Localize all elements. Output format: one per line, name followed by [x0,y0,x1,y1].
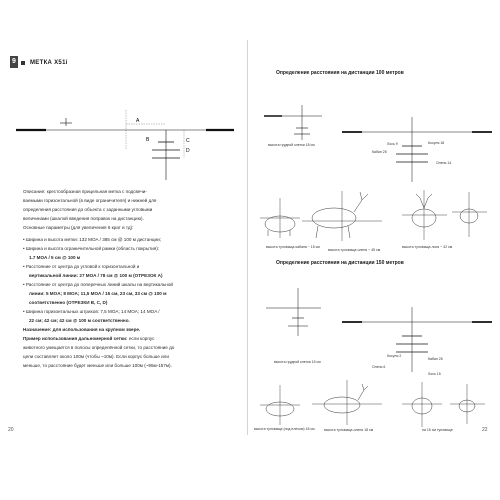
caption-100-deer: Олень 14 [436,161,452,165]
bullet-5-cont: 22 см; 42 см; 42 см @ 100 м соответственно. [29,318,130,323]
roe-illustration-100 [452,192,487,237]
example-line-4: меньше, то расстояние будет меньше или больше 100м (~95м-157м). [23,363,172,368]
description-line-1: Описание: крестообразная прицельная метка с подсвечи- [23,189,147,194]
section-number-badge: 9 [10,56,18,68]
deer-illustration-100 [302,186,382,241]
elk-illustration-150 [402,382,442,427]
caption-150-elk: Лось 15 [428,372,441,376]
caption-100-elk-height: высота туловища лося ~ 42 см [402,245,453,249]
bullet-4: • Расстояние от центра до поперечных линий шкалы на вертикальной [23,282,173,287]
caption-150-chest: высота грудной клетки 15 см [274,360,321,364]
page-heading: МЕТКА X51i [30,60,68,66]
boar-illustration-100 [260,198,300,238]
caption-100-boar-height: высота туловища кабана ~ 15 см [266,245,320,249]
bullet-2: • Ширина и высота ограничительной рамки (область покрытия): [23,246,160,251]
usage-title: Назначение: для использования на крупном звере. [23,327,141,332]
label-b: B [146,137,150,143]
left-page [6,40,244,440]
bullet-3: • Расстояние от центра до угловой к горизонтальной и [23,264,140,269]
caption-150-boar-height: высота туловища (под плечом) 18 см [254,427,315,431]
example-line-3: цели составляет около 100м (чтобы ~10м). Если корпус больше или [23,354,169,359]
right-page [252,40,494,440]
label-d: D [186,148,190,154]
heading-square-icon [21,61,25,65]
label-c: C [186,138,190,144]
boar-illustration-150 [260,385,300,425]
description-line-3: определения расстояния до объекта с заданными угловыми [23,207,153,212]
description-block [23,187,238,232]
bullet-5: • Ширина горизонтальных штрихов: 7,5 MOA; 14 MOA; 14 MOA / [23,309,160,314]
caption-150-boar: Кабан 26 [428,357,443,361]
reticle-diagram [6,90,244,180]
right-page-number: 22 [482,427,488,433]
caption-100-chest: высота грудной клетки 18 см [268,143,315,147]
bullet-4-cont-2: соответственно (ОТРЕЗКИ B, C, D) [29,300,108,305]
bullet-2-cont: 1.7 MOA / 5 см @ 100 м [29,255,81,260]
description-line-5: Основные параметры (для увеличения 6 крат и тд): [23,225,134,230]
example-line-1: Пример использования дальномерной сетки: если корпус [23,336,155,341]
reticle-150-large [342,302,492,372]
bullet-4-cont-1: линии: 5 MOA; 8 MOA; 11,5 MOA / 15 см, 23 см, 33 см @ 100 м [29,291,167,296]
caption-150-elk-height: на 15 см туловище [422,428,453,432]
caption-100-elk: Лось 9 [387,142,398,146]
caption-150-deer: Олень 6 [372,365,386,369]
description-line-2: ваемыми горизонтальной (в виде ограничителя) и нижней для [23,198,157,203]
title-150m: Определение расстояния на дистанции 150 метров [276,260,404,266]
bullets-block [23,235,238,370]
example-line-2: животного умещается в полосы определённой сетки, то расстояние до [23,345,175,350]
bullet-1: • Ширина и высота метки: 132 MOA / 385 см @ 100 м дистанции; [23,237,161,242]
bullet-3-cont: вертикальной линии: 27 MOA / 78 см @ 100 м (ОТРЕЗОК A) [29,273,163,278]
left-page-number: 20 [8,427,14,433]
caption-100-roe: Косуля 18 [428,141,445,145]
deer-illustration-150 [312,380,382,425]
caption-150-deer-height: высота туловища оленя 18 см [324,428,374,432]
caption-150-roe: Косуля 2 [387,354,402,358]
page-fold [247,40,248,435]
elk-illustration-100 [402,190,447,240]
title-100m: Определение расстояния на дистанции 100 метров [276,70,404,76]
roe-illustration-150 [450,384,485,424]
reticle-150-small [266,288,326,338]
reticle-100-large [342,112,492,182]
label-a: A [136,118,140,124]
caption-100-deer-height: высота туловища оленя ~ 45 см [328,248,381,252]
caption-100-boar: Кабан 25 [372,150,387,154]
description-line-4: величинами (шкалой введения поправок на дистанцию). [23,216,144,221]
